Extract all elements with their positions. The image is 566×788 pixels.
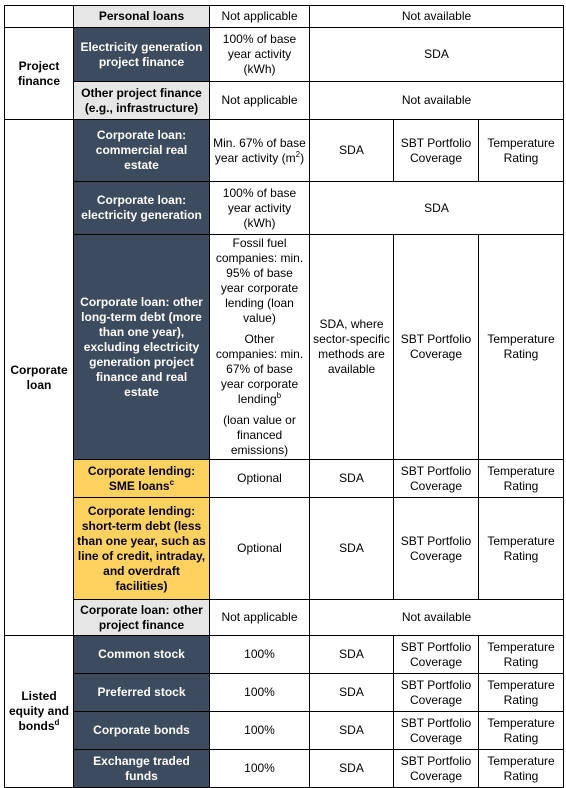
- category-listed-equity: [5, 636, 74, 788]
- asset-name-cell: [74, 460, 210, 498]
- method-cell: 100%: [210, 712, 310, 750]
- sda-cell: SDA, where sector-specific methods are available: [310, 235, 394, 460]
- row-corporate-other-project-finance: [5, 600, 564, 636]
- row-electricity-project-finance: [5, 28, 564, 82]
- row-sme-loans: [5, 460, 564, 498]
- sda-cell: SDA: [310, 120, 394, 182]
- row-other-project-finance: [5, 82, 564, 120]
- method-cell: [210, 235, 310, 460]
- temperature-rating-cell: Temperature Rating: [479, 674, 564, 712]
- temperature-rating-cell: Temperature Rating: [479, 750, 564, 788]
- portfolio-coverage-cell: SBT Portfolio Coverage: [394, 120, 479, 182]
- portfolio-coverage-cell: SBT Portfolio Coverage: [394, 674, 479, 712]
- row-corporate-bonds: [5, 712, 564, 750]
- asset-name-cell: Corporate bonds: [74, 712, 210, 750]
- sda-cell: SDA: [310, 750, 394, 788]
- sda-cell: SDA: [310, 674, 394, 712]
- superscript: 2: [295, 149, 301, 159]
- method-cell: 100%: [210, 674, 310, 712]
- row-commercial-real-estate: [5, 120, 564, 182]
- superscript: b: [276, 391, 282, 400]
- asset-name-cell: Other project finance (e.g., infrastructure): [74, 82, 210, 120]
- temperature-rating-cell: Temperature Rating: [479, 460, 564, 498]
- asset-name-cell: Electricity generation project finance: [74, 28, 210, 82]
- row-personal-loans: [5, 6, 564, 28]
- method-cell: Not applicable: [210, 6, 310, 28]
- method-cell: Not applicable: [210, 82, 310, 120]
- asset-name-cell: Personal loans: [74, 6, 210, 28]
- target-cell: SDA: [310, 182, 564, 235]
- asset-name-cell: Exchange traded funds: [74, 750, 210, 788]
- asset-name-cell: Corporate loan: electricity generation: [74, 182, 210, 235]
- portfolio-coverage-cell: SBT Portfolio Coverage: [394, 498, 479, 600]
- sda-cell: SDA: [310, 498, 394, 600]
- row-common-stock: [5, 636, 564, 674]
- other-companies-text: Other companies: min. 67% of base year corporate lending: [215, 332, 304, 406]
- sda-cell: SDA: [310, 460, 394, 498]
- portfolio-coverage-cell: SBT Portfolio Coverage: [394, 235, 479, 460]
- superscript: c: [169, 477, 175, 487]
- method-cell: Optional: [210, 498, 310, 600]
- method-text-end: ): [300, 150, 305, 165]
- row-preferred-stock: [5, 674, 564, 712]
- temperature-rating-cell: Temperature Rating: [479, 636, 564, 674]
- row-other-long-term-debt: [5, 235, 564, 460]
- method-cell: Optional: [210, 460, 310, 498]
- target-cell: Not available: [310, 6, 564, 28]
- row-short-term-debt: [5, 498, 564, 600]
- fossil-fuel-text: Fossil fuel companies: min. 95% of base year corporate lending (loan value): [215, 236, 304, 325]
- temperature-rating-cell: Temperature Rating: [479, 498, 564, 600]
- loan-value-text: (loan value or financed emissions): [223, 413, 296, 457]
- superscript: d: [54, 718, 60, 727]
- asset-name-cell: Common stock: [74, 636, 210, 674]
- category-label: Listed equity and bonds: [8, 689, 69, 733]
- asset-name-cell: Preferred stock: [74, 674, 210, 712]
- asset-name-text: Corporate lending: SME loans: [87, 463, 196, 493]
- temperature-rating-cell: Temperature Rating: [479, 235, 564, 460]
- asset-name-cell: Corporate loan: other long-term debt (more than one year), excluding electricity generation project finance and real estate: [74, 235, 210, 460]
- target-cell: SDA: [310, 28, 564, 82]
- method-cell: 100% of base year activity (kWh): [210, 182, 310, 235]
- target-cell: Not available: [310, 600, 564, 636]
- asset-name-cell: Corporate lending: short-term debt (less than one year, such as line of credit, intraday, and overdraft facilities): [74, 498, 210, 600]
- method-text: Min. 67% of base year activity (m: [213, 135, 306, 165]
- portfolio-coverage-cell: SBT Portfolio Coverage: [394, 712, 479, 750]
- asset-class-table: [4, 5, 564, 788]
- portfolio-coverage-cell: SBT Portfolio Coverage: [394, 636, 479, 674]
- method-cell: Not applicable: [210, 600, 310, 636]
- temperature-rating-cell: Temperature Rating: [479, 712, 564, 750]
- target-cell: Not available: [310, 82, 564, 120]
- sda-cell: SDA: [310, 712, 394, 750]
- method-cell: [210, 120, 310, 182]
- row-exchange-traded-funds: [5, 750, 564, 788]
- method-cell: 100%: [210, 750, 310, 788]
- row-corporate-electricity: [5, 182, 564, 235]
- sda-cell: SDA: [310, 636, 394, 674]
- portfolio-coverage-cell: SBT Portfolio Coverage: [394, 460, 479, 498]
- portfolio-coverage-cell: SBT Portfolio Coverage: [394, 750, 479, 788]
- method-cell: 100%: [210, 636, 310, 674]
- category-project-finance: Project finance: [5, 28, 74, 120]
- category-corporate-loan: Corporate loan: [5, 120, 74, 636]
- temperature-rating-cell: Temperature Rating: [479, 120, 564, 182]
- asset-name-cell: Corporate loan: other project finance: [74, 600, 210, 636]
- method-cell: 100% of base year activity (kWh): [210, 28, 310, 82]
- asset-name-cell: Corporate loan: commercial real estate: [74, 120, 210, 182]
- category-cell-empty: [5, 6, 74, 28]
